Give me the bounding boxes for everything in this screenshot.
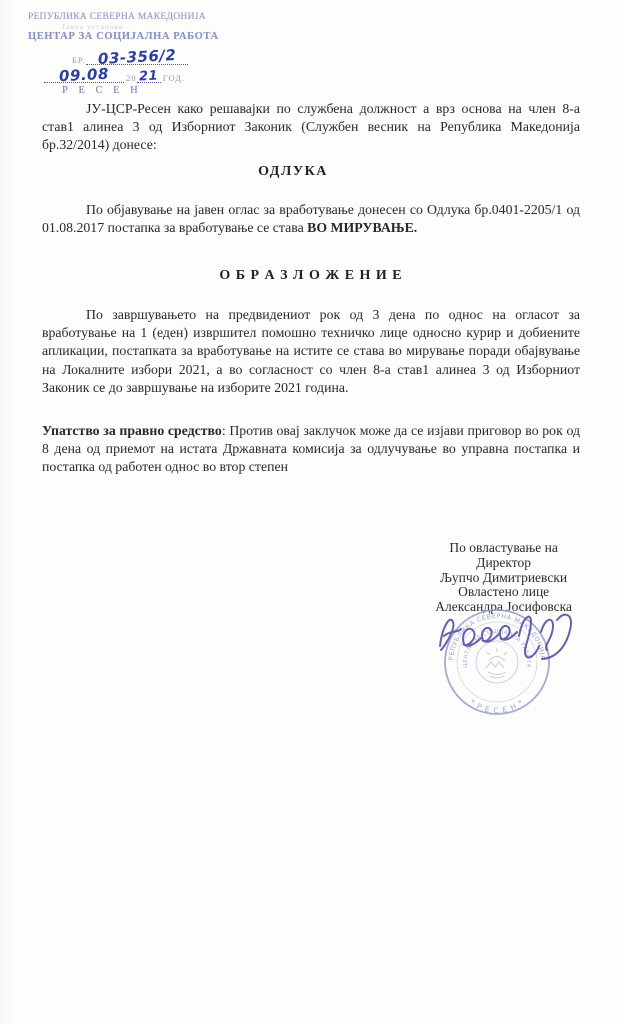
year-prefix: 20: [126, 73, 137, 83]
round-seal: [430, 599, 582, 743]
signature-director-name: Љупчо Димитриевски: [440, 569, 568, 585]
reference-number-value: 03-356/2: [97, 45, 177, 69]
signature-title-director: Директор: [476, 554, 532, 570]
decision-bold-text: ВО МИРУВАЊЕ.: [307, 220, 418, 236]
explanation-heading: О Б Р А З Л О Ж Е Н И Е: [219, 268, 403, 283]
year-value: 21: [138, 68, 159, 85]
letterhead-city: Р Е С Е Н: [62, 85, 142, 96]
reference-number-label: БР.: [72, 55, 86, 65]
seal-outer-text: РЕПУБЛИКА СЕВЕРНА МАКЕДОНИЈА: [446, 611, 548, 661]
decision-paragraph: [42, 201, 580, 237]
date-value: 09.08: [58, 64, 110, 86]
signature-authorization-line: По овластување на: [449, 540, 558, 555]
svg-text:* Р Е С Е Н *: [468, 697, 526, 715]
legal-remedy-paragraph: [42, 422, 580, 477]
intro-paragraph: ЈУ-ЦСР-Ресен како решавајки по службена должност а врз основа на член 8-а став1 алинеа 3 од Изборниот Законик (Службен весник на Република Македонија бр.32/2014) донесе:: [42, 101, 580, 153]
explanation-paragraph: По завршувањето на предвидениот рок од 3 дена по однос на огласот за вработување на 1 (еден) извршител помошно техничко лице односно курир и добиените апликации, постапката за вработување на истите се става во мирување поради обајвување на Локалните избори 2021, а во согласност со член 8-а став1 алинеа 3 од Изборниот Законик се до завршување на изборите 2021 година.: [42, 307, 580, 395]
signature-authorized-person-name: Александра Јосифовска: [435, 599, 572, 615]
legal-remedy-text: : Против овај заклучок може да се изјави приговор во рок од 8 дена од приемот на истата Државната комисија за одлучување во управна постапка и постапка од работен однос во втор степен: [42, 423, 581, 475]
legal-remedy-label: Упатство за правно средство: [42, 423, 222, 438]
letterhead-country: РЕПУБЛИКА СЕВЕРНА МАКЕДОНИЈА: [28, 12, 206, 22]
year-suffix: ГОД.: [162, 73, 186, 83]
seal-inner-text: ЦЕНТАР ЗА СОЦИЈАЛНА РАБОТА: [462, 628, 532, 669]
decision-text: По објавување на јавен оглас за вработување донесен со Одлука бр.0401-2205/1 од 01.08.2017 постапка за вработување се става: [42, 202, 580, 236]
reference-number-row: [72, 45, 233, 69]
seal-bottom-text: * Р Е С Е Н *: [468, 697, 526, 716]
seal-rings: [445, 610, 549, 714]
letterhead-institution-type: Јавна установа: [62, 22, 124, 31]
letterhead-institution: ЦЕНТАР ЗА СОЦИЈАЛНА РАБОТА: [28, 31, 219, 42]
signature-authorized-person-label: Овластено лице: [458, 584, 550, 600]
decision-heading: ОДЛУКА: [258, 164, 328, 179]
date-row: [44, 64, 233, 86]
seal-emblem: [486, 648, 507, 678]
letterhead-stamp: [28, 12, 233, 96]
seal-graphic: [430, 599, 582, 738]
